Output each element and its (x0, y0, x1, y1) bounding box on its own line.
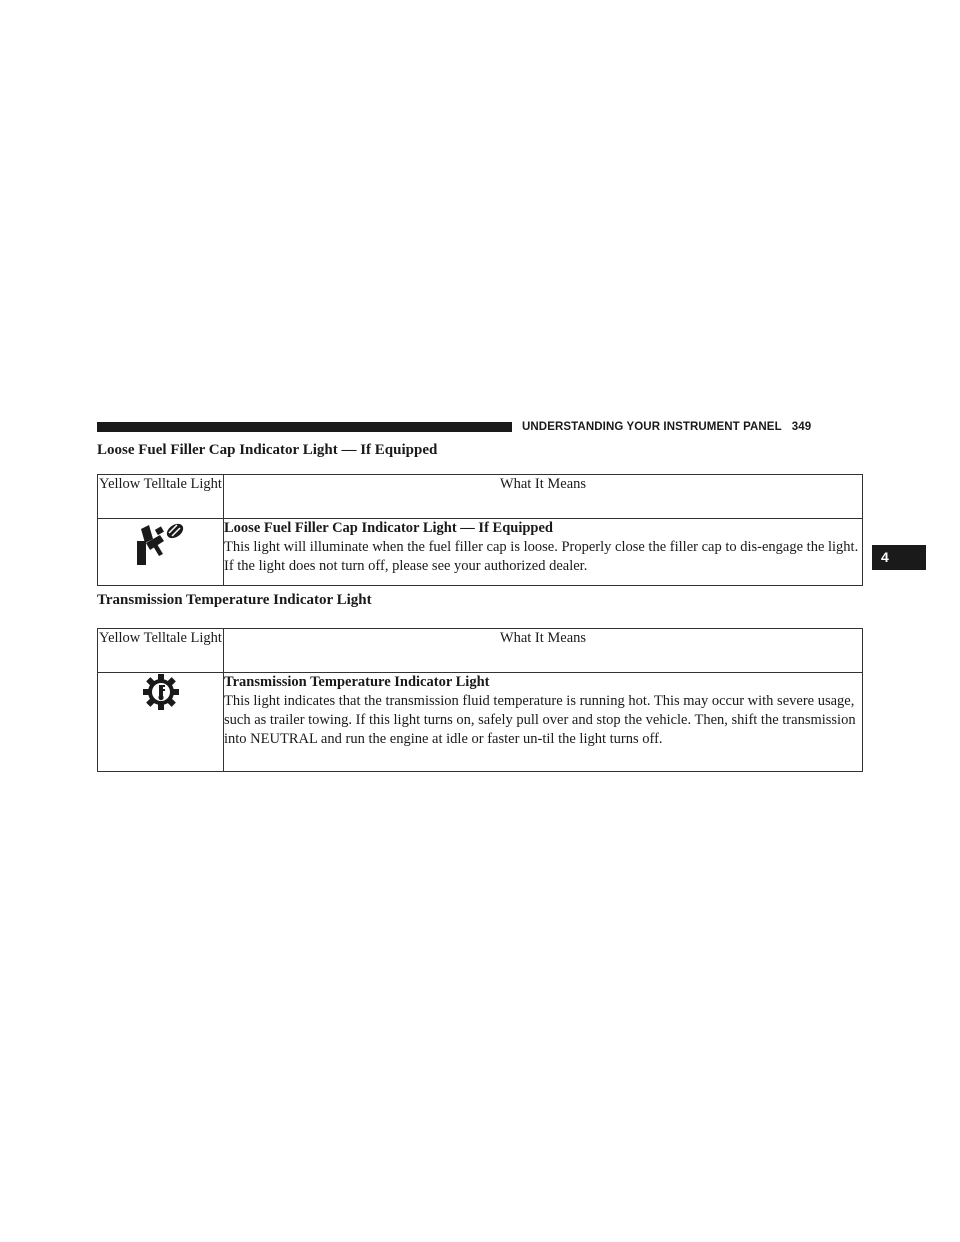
header-rule (97, 422, 512, 432)
telltale-icon-cell (98, 519, 224, 586)
table-row (98, 673, 863, 772)
chapter-tab: 4 (872, 545, 926, 570)
column-header-meaning: What It Means (224, 475, 863, 519)
telltale-table-transmission (97, 628, 863, 772)
running-header (522, 419, 811, 435)
column-header-telltale: Yellow Telltale Light (98, 629, 224, 673)
description-title: Loose Fuel Filler Cap Indicator Light — If Equipped (224, 520, 553, 536)
description-cell (224, 519, 863, 586)
column-header-meaning: What It Means (224, 629, 863, 673)
table-header-row (98, 475, 863, 519)
telltale-table-fuel-cap (97, 474, 863, 586)
section-title-transmission: Transmission Temperature Indicator Light (97, 592, 372, 608)
column-header-telltale: Yellow Telltale Light (98, 475, 224, 519)
description-body: This light indicates that the transmission fluid temperature is running hot. This may occur with severe usage, such as trailer towing. If this light turns on, safely pull over and stop the vehicle. Then, shift the transmission into NEUTRAL and run the engine at idle or faster un-til the light turns off. (224, 693, 856, 747)
table-header-row (98, 629, 863, 673)
page-number: 349 (791, 421, 812, 433)
loose-fuel-cap-icon (133, 555, 189, 571)
telltale-icon-cell (98, 673, 224, 772)
transmission-temperature-icon (142, 699, 180, 715)
table-row (98, 519, 863, 586)
description-title: Transmission Temperature Indicator Light (224, 674, 490, 690)
description-body: This light will illuminate when the fuel filler cap is loose. Properly close the filler cap to dis-engage the light. If the light does not turn off, please see your authorized dealer. (224, 539, 859, 574)
header-section-title: UNDERSTANDING YOUR INSTRUMENT PANEL (522, 421, 782, 433)
section-title-fuel-cap: Loose Fuel Filler Cap Indicator Light — If Equipped (97, 442, 438, 458)
description-cell (224, 673, 863, 772)
